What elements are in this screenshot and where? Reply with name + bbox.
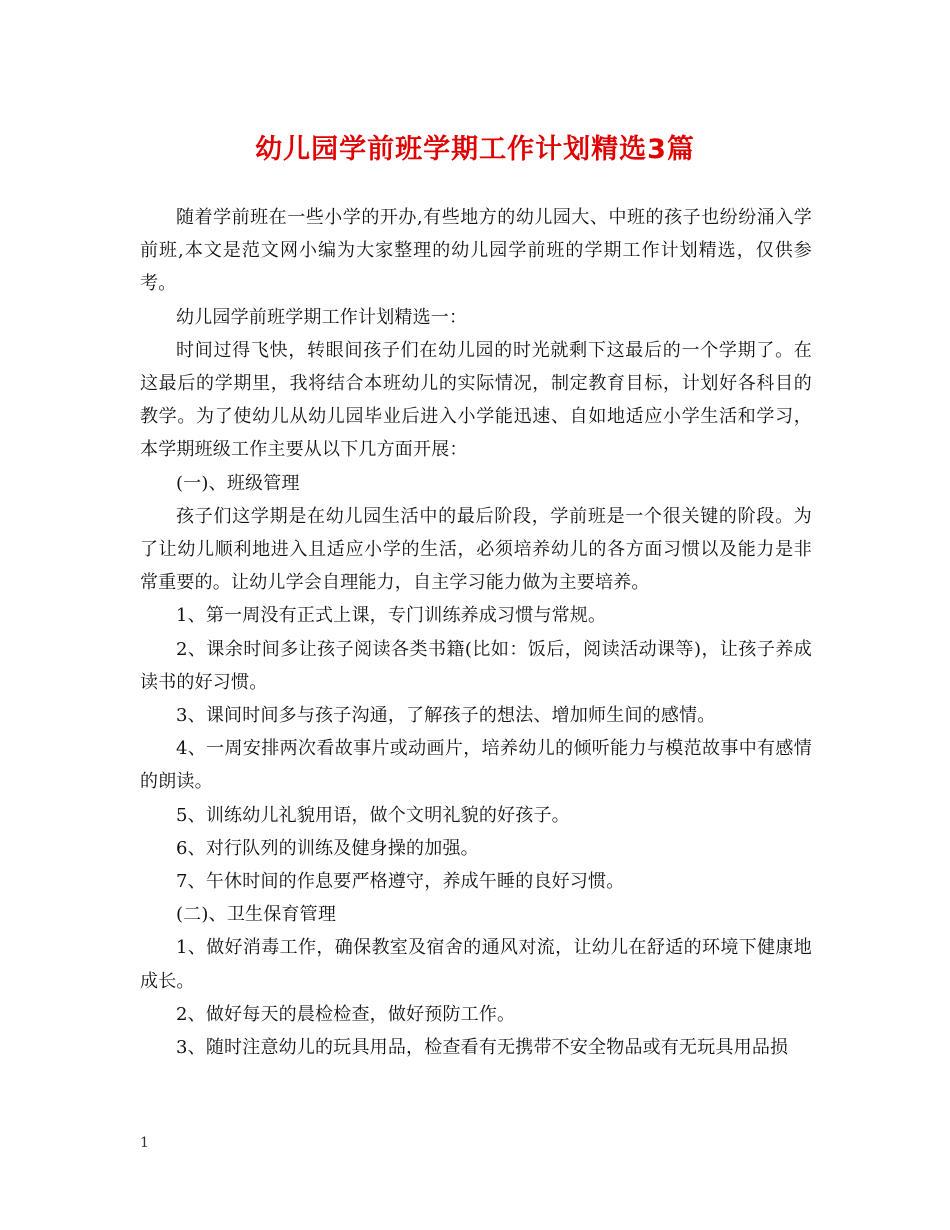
list-item: 4、一周安排两次看故事片或动画片，培养幼儿的倾听能力与模范故事中有感情的朗读。 — [140, 738, 812, 793]
list-item: 2、做好每天的晨检检查，做好预防工作。 — [176, 1003, 516, 1025]
paragraph-section-heading: 幼儿园学前班学期工作计划精选一： — [176, 306, 468, 328]
list-item: 6、对行队列的训练及健身操的加强。 — [176, 837, 479, 859]
list-item: 3、课间时间多与孩子沟通，了解孩子的想法、增加师生间的感情。 — [176, 705, 716, 727]
paragraph-opening: 时间过得飞快，转眼间孩子们在幼儿园的时光就剩下这最后的一个学期了。在这最后的学期里，我将结合本班幼儿的实际情况，制定教育目标，计划好各科目的教学。为了使幼儿从幼儿园毕业后进入小学能迅速、自如地适应小学生活和学习，本学期班级工作主要从以下几方面开展： — [140, 339, 812, 461]
paragraph-class-management: 孩子们这学期是在幼儿园生活中的最后阶段，学前班是一个很关键的阶段。为了让幼儿顺利地进入且适应小学的生活，必须培养幼儿的各方面习惯以及能力是非常重要的。让幼儿学会自理能力，自主学习能力做为主要培养。 — [140, 505, 812, 594]
paragraph-intro: 随着学前班在一些小学的开办,有些地方的幼儿园大、中班的孩子也纷纷涌入学前班,本文是范文网小编为大家整理的幼儿园学前班的学期工作计划精选，仅供参考。 — [140, 207, 812, 295]
paragraph-subheading-hygiene: (二)、卫生保育管理 — [176, 904, 337, 926]
list-item: 3、随时注意幼儿的玩具用品，检查看有无携带不安全物品或有无玩具用品损 — [176, 1037, 789, 1059]
list-item: 7、午休时间的作息要严格遵守，养成午睡的良好习惯。 — [176, 871, 625, 893]
list-item: 5、训练幼儿礼貌用语，做个文明礼貌的好孩子。 — [176, 804, 570, 826]
document-body — [140, 201, 812, 1064]
document-title: 幼儿园学前班学期工作计划精选3篇 — [255, 134, 695, 165]
list-item: 2、课余时间多让孩子阅读各类书籍(比如：饭后，阅读活动课等)，让孩子养成读书的好习惯。 — [140, 638, 812, 693]
list-item: 1、做好消毒工作，确保教室及宿舍的通风对流，让幼儿在舒适的环境下健康地成长。 — [140, 937, 812, 992]
list-item: 1、第一周没有正式上课，专门训练养成习惯与常规。 — [176, 605, 607, 627]
paragraph-subheading-class-management: (一)、班级管理 — [176, 472, 300, 494]
page-number: 1 — [140, 1135, 149, 1151]
